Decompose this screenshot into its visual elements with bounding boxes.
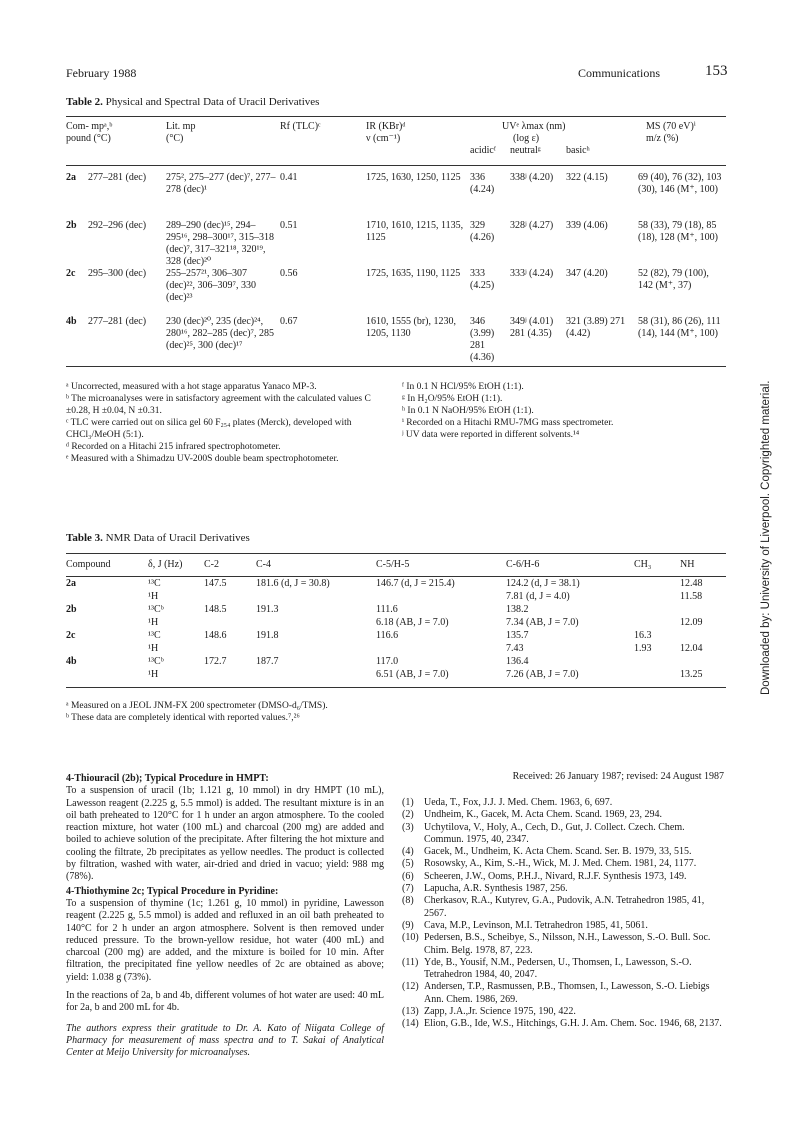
table3-cell-c5: 117.0 (376, 656, 399, 667)
table2-cell-mp: 295–300 (dec) (88, 268, 147, 279)
table2-cell-acidic: 333 (4.25) (470, 268, 495, 291)
table3-cell-c6: 135.7 (506, 630, 529, 641)
reference-item (402, 920, 724, 932)
download-notice-text: Downloaded by: University of Liverpool. Copyrighted material. (760, 380, 772, 695)
table3-row (64, 630, 728, 643)
procedure2-title: 4-Thiothymine 2c; Typical Procedure in Pyridine: (66, 885, 279, 897)
table2-cell-acidic: 329 (4.26) (470, 220, 495, 243)
table2-cell-neutral: 349ʲ (4.01) 281 (4.35) (510, 316, 554, 339)
table3-cell-nuc: ¹H (148, 669, 159, 680)
reference-number: (1) (402, 797, 414, 808)
table3-footnotes (66, 700, 566, 724)
table3-row (64, 643, 728, 656)
table3-cell-c4: 181.6 (d, J = 30.8) (256, 578, 330, 589)
table3-cell-ch3 (632, 656, 678, 669)
reference-item (402, 981, 724, 1006)
table2-cell-basic: 321 (3.89) 271 (4.42) (566, 316, 626, 339)
reference-text: Gacek, M., Undheim, K. Acta Chem. Scand. Ser. B. 1979, 33, 515. (424, 846, 692, 858)
table2-footnote: ᵍ In H₂O/95% EtOH (1:1). (402, 394, 503, 404)
received-date: Received: 26 January 1987; revised: 24 August 1987 (512, 771, 724, 782)
table3-cell-cmp (64, 591, 146, 604)
experimental-section (66, 771, 384, 1060)
reference-item (402, 883, 724, 895)
reference-text: Zapp, J.A.,Jr. Science 1975, 190, 422. (424, 1006, 576, 1018)
table2-header-ms: MS (70 eV)ⁱ (646, 121, 696, 132)
reference-number: (14) (402, 1018, 419, 1030)
table3-header-cell: Compound (66, 559, 111, 570)
table3-cell-cmp: 2a (66, 578, 76, 589)
table3-cell-c4 (254, 669, 374, 682)
table2-cell-ms: 58 (33), 79 (18), 85 (18), 128 (M⁺, 100) (638, 220, 718, 243)
reference-number: (10) (402, 932, 419, 944)
reference-number: (9) (402, 919, 414, 931)
reference-text: Cherkasov, R.A., Kutyrev, G.A., Pudovik, A.N. Tetrahedron 1985, 41, 2567. (424, 895, 705, 919)
table2-header-neutral: neutralᵍ (510, 145, 541, 156)
reference-number: (4) (402, 846, 414, 858)
table2-cell-mp: 277–281 (dec) (88, 316, 147, 327)
table3-cell-nuc: ¹H (148, 617, 159, 628)
table3-cell-c6: 7.34 (AB, J = 7.0) (506, 617, 579, 628)
table2-cell-rf: 0.56 (280, 268, 298, 279)
table3-cell-nh (678, 656, 728, 669)
reference-item (402, 846, 724, 858)
table3-footnote: ᵃ Measured on a JEOL JNM-FX 200 spectrometer (DMSO-d₆/TMS). (66, 701, 328, 711)
table3-cell-cmp (64, 669, 146, 682)
table2-header-basic: basicʰ (566, 145, 590, 156)
table2-footnote: ʲ UV data were reported in different solvents.¹⁴ (402, 430, 580, 440)
table3-cell-c2 (202, 643, 254, 656)
table2-footnotes-left (66, 381, 384, 465)
table2-cell-neutral: 338ʲ (4.20) (510, 172, 554, 183)
table2-cell-neutral: 333ʲ (4.24) (510, 268, 554, 279)
table3-header-cell: δ, J (Hz) (148, 559, 183, 570)
table3-cell-nh: 12.09 (680, 617, 703, 628)
table3-cell-c6: 7.43 (506, 643, 524, 654)
running-header-date: February 1988 (66, 66, 137, 80)
reference-item (402, 1018, 724, 1030)
table3-footnote: ᵇ These data are completely identical with reported values.⁷,²⁶ (66, 713, 300, 723)
table2-footnote: ᶠ In 0.1 N HCl/95% EtOH (1:1). (402, 382, 524, 392)
table3-cell-c6: 7.26 (AB, J = 7.0) (506, 669, 579, 680)
table3-cell-cmp (64, 643, 146, 656)
table3-cell-c5: 111.6 (376, 604, 398, 615)
table2-header-litmp2: (°C) (166, 133, 184, 144)
table3-cell-nh: 11.58 (680, 591, 703, 602)
reference-item (402, 822, 724, 847)
table3-cell-c6: 138.2 (506, 604, 529, 615)
table2-header-rule (66, 165, 726, 166)
table3-cell-c5: 6.18 (AB, J = 7.0) (376, 617, 449, 628)
table2-cell-ms: 52 (82), 79 (100), 142 (M⁺, 37) (638, 268, 709, 291)
table2-bottom-rule (66, 366, 726, 367)
table3-cell-nuc: ¹³Cᵇ (148, 604, 164, 615)
table3 (64, 559, 728, 682)
table2-cell-basic: 339 (4.06) (566, 220, 608, 231)
table2-header-compound: Com- mpᵃ,ᵇ (66, 121, 113, 132)
reference-number: (12) (402, 981, 419, 993)
procedure2-text: To a suspension of thymine (1c; 1.261 g, 10 mmol) in pyridine, Lawesson reagent (2.225 g, 5.5 mmol) is added and refluxed in an oil bath preheated to 140°C for 2 h under an argon atmosphere. Solvent is then removed under reduced pressure. To the brown-yellow residue, hot water (400 mL) and charcoal (200 mg) are added, and the mixture is boiled for 10 min. After filtration, the precipitated fine yellow needles of 2c are obtained as above; yield: 1.038 g (73%). (66, 897, 384, 983)
table3-cell-c5: 6.51 (AB, J = 7.0) (376, 669, 449, 680)
table3-cell-c2: 172.7 (204, 656, 227, 667)
table2-footnote: ᶜ TLC were carried out on silica gel 60 F₂₅₄ plates (Merck), developed with CHCl₃/MeOH (5:1). (66, 418, 352, 440)
table2-cell-basic: 347 (4.20) (566, 268, 608, 279)
table2-header-rf: Rf (TLC)ᶜ (280, 121, 321, 132)
table2-cell-ms: 58 (31), 86 (26), 111 (14), 144 (M⁺, 100) (638, 316, 721, 339)
table2-header-ms2: m/z (%) (646, 133, 679, 144)
table2-footnote: ᵇ The microanalyses were in satisfactory agreement with the calculated values C ±0.28, H ±0.04, N ±0.31. (66, 394, 371, 416)
table3-cell-c2 (202, 591, 254, 604)
table3-cell-c4: 187.7 (256, 656, 279, 667)
reference-item (402, 895, 724, 920)
table2-cell-lit: 289–290 (dec)¹⁵, 294–295¹⁶, 298–300¹⁷, 315–318 (dec)⁷, 317–321¹⁸, 320¹⁹, 328 (dec)²⁰ (166, 220, 274, 267)
table3-caption-label: Table 3. (66, 532, 103, 544)
table2-footnote: ⁱ Recorded on a Hitachi RMU-7MG mass spectrometer. (402, 418, 614, 428)
table2-cell-id: 4b (66, 316, 77, 327)
table2-caption-label: Table 2. (66, 96, 103, 108)
reference-text: Scheeren, J.W., Ooms, P.H.J., Nivard, R.J.F. Synthesis 1973, 149. (424, 870, 687, 882)
table3-cell-nuc: ¹³C (148, 578, 161, 589)
table2-cell-ms: 69 (40), 76 (32), 103 (30), 146 (M⁺, 100) (638, 172, 722, 195)
table3-cell-cmp: 2c (66, 630, 76, 641)
table3-cell-nuc: ¹H (148, 643, 159, 654)
table2-header-uv2: (log ε) (513, 133, 540, 144)
table3-header-cell: C-6/H-6 (506, 559, 540, 570)
table3-cell-c2: 147.5 (204, 578, 227, 589)
table2-cell-ir: 1710, 1610, 1215, 1135, 1125 (366, 220, 464, 243)
table3-row (64, 617, 728, 630)
table3-cell-cmp: 4b (66, 656, 77, 667)
reference-item (402, 797, 724, 809)
acknowledgement: The authors express their gratitude to Dr. A. Kato of Niigata College of Pharmacy for measurement of mass spectra and to T. Sakai of Analytical Center at Meijo University for microanalyses. (66, 1022, 384, 1059)
reference-text: Undheim, K., Gacek, M. Acta Chem. Scand. 1969, 23, 294. (424, 809, 663, 821)
table3-cell-nh: 12.04 (680, 643, 703, 654)
procedure1-title: 4-Thiouracil (2b); Typical Procedure in HMPT: (66, 773, 269, 784)
table2-row (64, 316, 728, 372)
reference-item (402, 1006, 724, 1018)
table3-cell-c6: 7.81 (d, J = 4.0) (506, 591, 570, 602)
table2-cell-ir: 1610, 1555 (br), 1230, 1205, 1130 (366, 316, 456, 339)
table3-cell-nuc: ¹H (148, 591, 159, 602)
table2-header-compound2: pound (°C) (66, 133, 111, 144)
table3-cell-cmp (64, 617, 146, 630)
table2-top-rule (66, 116, 726, 117)
reference-number: (8) (402, 895, 414, 907)
table3-cell-c4: 191.3 (256, 604, 279, 615)
table3-cell-c6: 124.2 (d, J = 38.1) (506, 578, 580, 589)
table2-footnote: ᵉ Measured with a Shimadzu UV-200S double beam spectrophotometer. (66, 454, 339, 464)
table3-cell-c6: 136.4 (506, 656, 529, 667)
table3-top-rule (66, 553, 726, 554)
table3-header-cell: CH₃ (634, 559, 652, 570)
references-list (402, 797, 724, 1031)
table2-cell-ir: 1725, 1630, 1250, 1125 (366, 172, 461, 183)
table2-cell-neutral: 328ʲ (4.27) (510, 220, 554, 231)
table3-cell-ch3: 16.3 (634, 630, 652, 641)
table2-cell-acidic: 346 (3.99) 281 (4.36) (470, 316, 495, 363)
table3-header-cell: C-4 (256, 559, 271, 570)
reference-item (402, 957, 724, 982)
table3-row (64, 604, 728, 617)
reference-text: Rosowsky, A., Kim, S.-H., Wick, M. J. Med. Chem. 1981, 24, 1177. (424, 858, 697, 870)
table3-row (64, 669, 728, 682)
table3-cell-c2: 148.6 (204, 630, 227, 641)
table2-footnote: ᵈ Recorded on a Hitachi 215 infrared spectrophotometer. (66, 442, 281, 452)
table2-cell-id: 2a (66, 172, 76, 183)
table3-cell-ch3 (632, 617, 678, 630)
reference-item (402, 932, 724, 957)
table3-cell-c4 (254, 617, 374, 630)
table3-cell-c5: 146.7 (d, J = 215.4) (376, 578, 455, 589)
procedure3-text: In the reactions of 2a, b and 4b, different volumes of hot water are used: 40 mL for 2a, b and 200 mL for 4b. (66, 990, 384, 1014)
table2-header-acidic: acidicᶠ (470, 145, 496, 156)
table2-cell-basic: 322 (4.15) (566, 172, 608, 183)
table3-header-cell: C-5/H-5 (376, 559, 410, 570)
table3-cell-nuc: ¹³Cᵇ (148, 656, 164, 667)
table3-cell-c5 (374, 591, 504, 604)
table3-cell-c5 (374, 643, 504, 656)
reference-text: Yde, B., Yousif, N.M., Pedersen, U., Thomsen, I., Lawesson, S.-O. Tetrahedron 1984, 40, 2047. (424, 956, 692, 981)
table3-cell-c5: 116.6 (376, 630, 399, 641)
reference-number: (5) (402, 858, 414, 870)
table2-header-uv: UVᵉ λmax (nm) (502, 121, 566, 132)
reference-text: Cava, M.P., Levinson, M.I. Tetrahedron 1985, 41, 5061. (424, 919, 648, 931)
table2-footnote: ʰ In 0.1 N NaOH/95% EtOH (1:1). (402, 406, 534, 416)
table2-footnote: ᵃ Uncorrected, measured with a hot stage apparatus Yanaco MP-3. (66, 382, 317, 392)
table2-cell-lit: 230 (dec)²⁰, 235 (dec)²⁴, 280¹⁶, 282–285 (dec)⁷, 285 (dec)²⁵, 300 (dec)¹⁷ (166, 316, 275, 351)
table3-row (64, 656, 728, 669)
running-header-journal: Communications (578, 66, 660, 80)
reference-text: Pedersen, B.S., Scheibye, S., Nilsson, N.H., Lawesson, S.-O. Bull. Soc. Chim. Belg. 1978, 87, 223. (424, 932, 711, 956)
table3-cell-nh: 12.48 (680, 578, 703, 589)
table3-cell-c2: 148.5 (204, 604, 227, 615)
procedure1-text: To a suspension of uracil (1b; 1.121 g, 10 mmol) in dry HMPT (10 mL), Lawesson reagent (2.225 g, 5.5 mmol) is added. The resultant mixture is in an oil bath preheated to 120°C for 1 h under an argon atmosphere. To the cooled reaction mixture, hot water (100 mL) and charcoal (200 mg) are added and boiled to achieve solution of the precipitate. After filtering the hot mixture and cooling the filtrate, 2b precipitates as yellow needles. The product is collected by filtration, washed with water, air-dried and dried in vacuo; yield: 988 mg (78%). (66, 785, 384, 883)
table2-footnotes-right (402, 381, 722, 441)
table3-row (64, 591, 728, 604)
reference-text: Lapucha, A.R. Synthesis 1987, 256. (424, 883, 568, 895)
table3-cell-c2 (202, 669, 254, 682)
table3-caption-text: NMR Data of Uracil Derivatives (105, 532, 250, 544)
table2-caption-text: Physical and Spectral Data of Uracil Derivatives (105, 96, 320, 108)
table2-cell-id: 2b (66, 220, 77, 231)
reference-item (402, 858, 724, 870)
table2-cell-id: 2c (66, 268, 76, 279)
table2-header-ir: IR (KBr)ᵈ (366, 121, 406, 132)
table2-header-ir2: ν (cm⁻¹) (366, 133, 401, 144)
table3-cell-ch3 (632, 578, 678, 591)
table2-row (64, 268, 728, 316)
table3-cell-nh (678, 604, 728, 617)
reference-number: (3) (402, 821, 414, 833)
table2-cell-lit: 275², 275–277 (dec)⁷, 277–278 (dec)¹ (166, 172, 276, 195)
table2-cell-rf: 0.51 (280, 220, 298, 231)
reference-item (402, 871, 724, 883)
table2-cell-acidic: 336 (4.24) (470, 172, 495, 195)
page-number: 153 (705, 63, 728, 79)
table2-row (64, 220, 728, 268)
table2-header-litmp: Lit. mp (166, 121, 196, 132)
reference-text: Ueda, T., Fox, J.J. J. Med. Chem. 1963, 6, 697. (424, 797, 613, 808)
reference-number: (13) (402, 1006, 419, 1018)
reference-text: Elion, G.B., Ide, W.S., Hitchings, G.H. J. Am. Chem. Soc. 1946, 68, 2137. (424, 1018, 722, 1030)
reference-number: (2) (402, 809, 414, 821)
table3-cell-c4 (254, 643, 374, 656)
table3-header-rule (66, 576, 726, 577)
table3-cell-c4 (254, 591, 374, 604)
reference-number: (11) (402, 956, 419, 968)
table3-cell-ch3 (632, 669, 678, 682)
reference-text: Andersen, T.P., Rasmussen, P.B., Thomsen, I., Lawesson, S.-O. Liebigs Ann. Chem. 1986, 269. (424, 981, 710, 1005)
table3-cell-ch3 (632, 604, 678, 617)
table2-cell-ir: 1725, 1635, 1190, 1125 (366, 268, 461, 279)
table2-cell-lit: 255–257²¹, 306–307 (dec)²², 306–309⁷, 330 (dec)²³ (166, 268, 257, 303)
table3-header-cell: NH (680, 559, 695, 570)
table2-caption (66, 96, 319, 108)
table3-cell-cmp: 2b (66, 604, 77, 615)
table3-cell-nh: 13.25 (680, 669, 703, 680)
table2-cell-mp: 277–281 (dec) (88, 172, 147, 183)
reference-item (402, 809, 724, 821)
table3-cell-ch3: 1.93 (634, 643, 652, 654)
table2-body (64, 172, 728, 372)
table3-cell-c4: 191.8 (256, 630, 279, 641)
table3-row (64, 578, 728, 591)
reference-number: (7) (402, 883, 414, 895)
table3-header-cell: C-2 (204, 559, 219, 570)
table3-cell-nuc: ¹³C (148, 630, 161, 641)
table2-cell-mp: 292–296 (dec) (88, 220, 147, 231)
table3-caption (66, 532, 250, 544)
reference-text: Uchytilova, V., Holy, A., Cech, D., Gut, J. Collect. Czech. Chem. Commun. 1975, 40, 2347. (424, 821, 685, 845)
table3-cell-ch3 (632, 591, 678, 604)
table2-cell-rf: 0.67 (280, 316, 298, 327)
table2-cell-rf: 0.41 (280, 172, 298, 183)
table2-row (64, 172, 728, 220)
table3-bottom-rule (66, 687, 726, 688)
reference-number: (6) (402, 870, 414, 882)
table3-cell-c2 (202, 617, 254, 630)
table3-cell-nh (678, 630, 728, 643)
